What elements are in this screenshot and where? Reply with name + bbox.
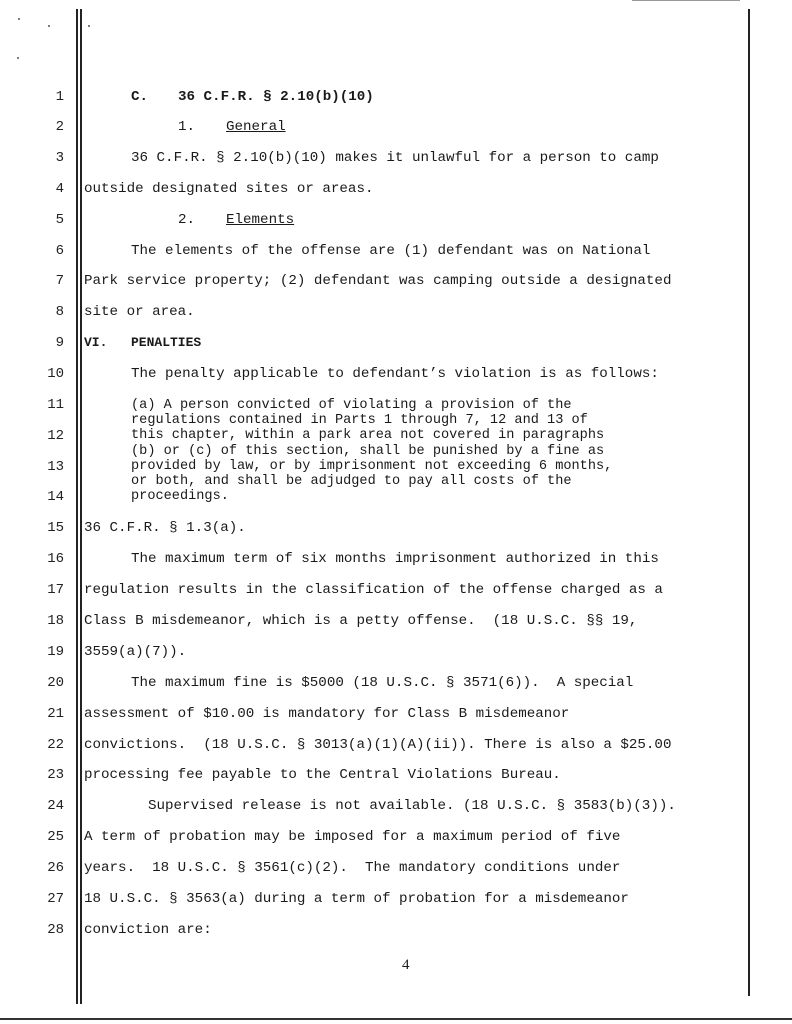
para-fine-line: The maximum fine is $5000 (18 U.S.C. § 3571(6)). A special [131, 675, 634, 691]
section-vi-number: VI. [84, 335, 108, 350]
line-number: 15 [47, 520, 64, 536]
left-margin-rule-outer [76, 9, 78, 1004]
line-number: 2 [55, 119, 64, 135]
para-fine-line: convictions. (18 U.S.C. § 3013(a)(1)(A)(ii)). There is also a $25.00 [84, 737, 672, 753]
scan-speck [17, 57, 19, 59]
line-number: 25 [47, 829, 64, 845]
line-number: 23 [47, 767, 64, 783]
line-number: 7 [55, 273, 64, 289]
scan-speck [48, 25, 50, 27]
para-fine-line: processing fee payable to the Central Violations Bureau. [84, 767, 561, 783]
para-probation-line: 18 U.S.C. § 3563(a) during a term of probation for a misdemeanor [84, 891, 629, 907]
line-number: 11 [47, 397, 64, 413]
section-c-letter: C. [131, 89, 149, 105]
left-margin-rule-inner [80, 9, 82, 1004]
para-classification-line: regulation results in the classification of the offense charged as a [84, 582, 663, 598]
subsection-2-title: Elements [226, 212, 295, 228]
line-number: 6 [55, 243, 64, 259]
line-number: 10 [47, 366, 64, 382]
para-classification-line: The maximum term of six months imprisonment authorized in this [131, 551, 659, 567]
para-probation-line: Supervised release is not available. (18 U.S.C. § 3583(b)(3)). [148, 798, 676, 814]
block-quote: (a) A person convicted of violating a provision of the regulations contained in Parts 1 through 7, 12 and 13 of this chapter, within a park area not covered in paragraphs (b) or (c) of this section, shall be punished by a fine as provided by law, or by imprisonment not exceeding 6 months, or both, and shall be adjudged to pay all costs of the proceedings. [131, 398, 613, 505]
para-probation-line: years. 18 U.S.C. § 3561(c)(2). The mandatory conditions under [84, 860, 621, 876]
scan-speck [18, 18, 20, 20]
bottom-page-edge [0, 1018, 792, 1020]
para-elements-line: Park service property; (2) defendant was camping outside a designated [84, 273, 672, 289]
citation: 36 C.F.R. § 1.3(a). [84, 520, 246, 536]
subsection-1-number: 1. [178, 119, 196, 135]
top-edge-mark [632, 0, 740, 1]
line-number: 4 [55, 181, 64, 197]
line-number: 13 [47, 459, 64, 475]
para-probation-line: conviction are: [84, 922, 212, 938]
line-number: 12 [47, 428, 64, 444]
line-number: 28 [47, 922, 64, 938]
line-number: 9 [55, 335, 64, 351]
penalty-intro: The penalty applicable to defendant’s violation is as follows: [131, 366, 659, 382]
subsection-1-title: General [226, 119, 286, 135]
right-margin-rule [748, 9, 750, 996]
line-number: 26 [47, 860, 64, 876]
section-vi-title: PENALTIES [131, 335, 202, 350]
para-elements-line: The elements of the offense are (1) defendant was on National [131, 243, 651, 259]
para-classification-line: Class B misdemeanor, which is a petty offense. (18 U.S.C. §§ 19, [84, 613, 638, 629]
line-number: 8 [55, 304, 64, 320]
para-general-line: 36 C.F.R. § 2.10(b)(10) makes it unlawful for a person to camp [131, 150, 659, 166]
line-number: 21 [47, 706, 64, 722]
page-number: 4 [402, 957, 410, 973]
line-number: 14 [47, 489, 64, 505]
para-classification-line: 3559(a)(7)). [84, 644, 187, 660]
para-probation-line: A term of probation may be imposed for a maximum period of five [84, 829, 621, 845]
scan-speck [88, 25, 90, 27]
line-number: 24 [47, 798, 64, 814]
section-c-title: 36 C.F.R. § 2.10(b)(10) [178, 89, 374, 105]
line-number: 27 [47, 891, 64, 907]
line-number: 5 [55, 212, 64, 228]
para-general-line: outside designated sites or areas. [84, 181, 374, 197]
line-number: 3 [55, 150, 64, 166]
line-number: 17 [47, 582, 64, 598]
para-elements-line: site or area. [84, 304, 195, 320]
line-number: 16 [47, 551, 64, 567]
line-number: 22 [47, 737, 64, 753]
line-number: 1 [55, 89, 64, 105]
line-number: 19 [47, 644, 64, 660]
line-number: 18 [47, 613, 64, 629]
para-fine-line: assessment of $10.00 is mandatory for Class B misdemeanor [84, 706, 570, 722]
line-number: 20 [47, 675, 64, 691]
subsection-2-number: 2. [178, 212, 196, 228]
